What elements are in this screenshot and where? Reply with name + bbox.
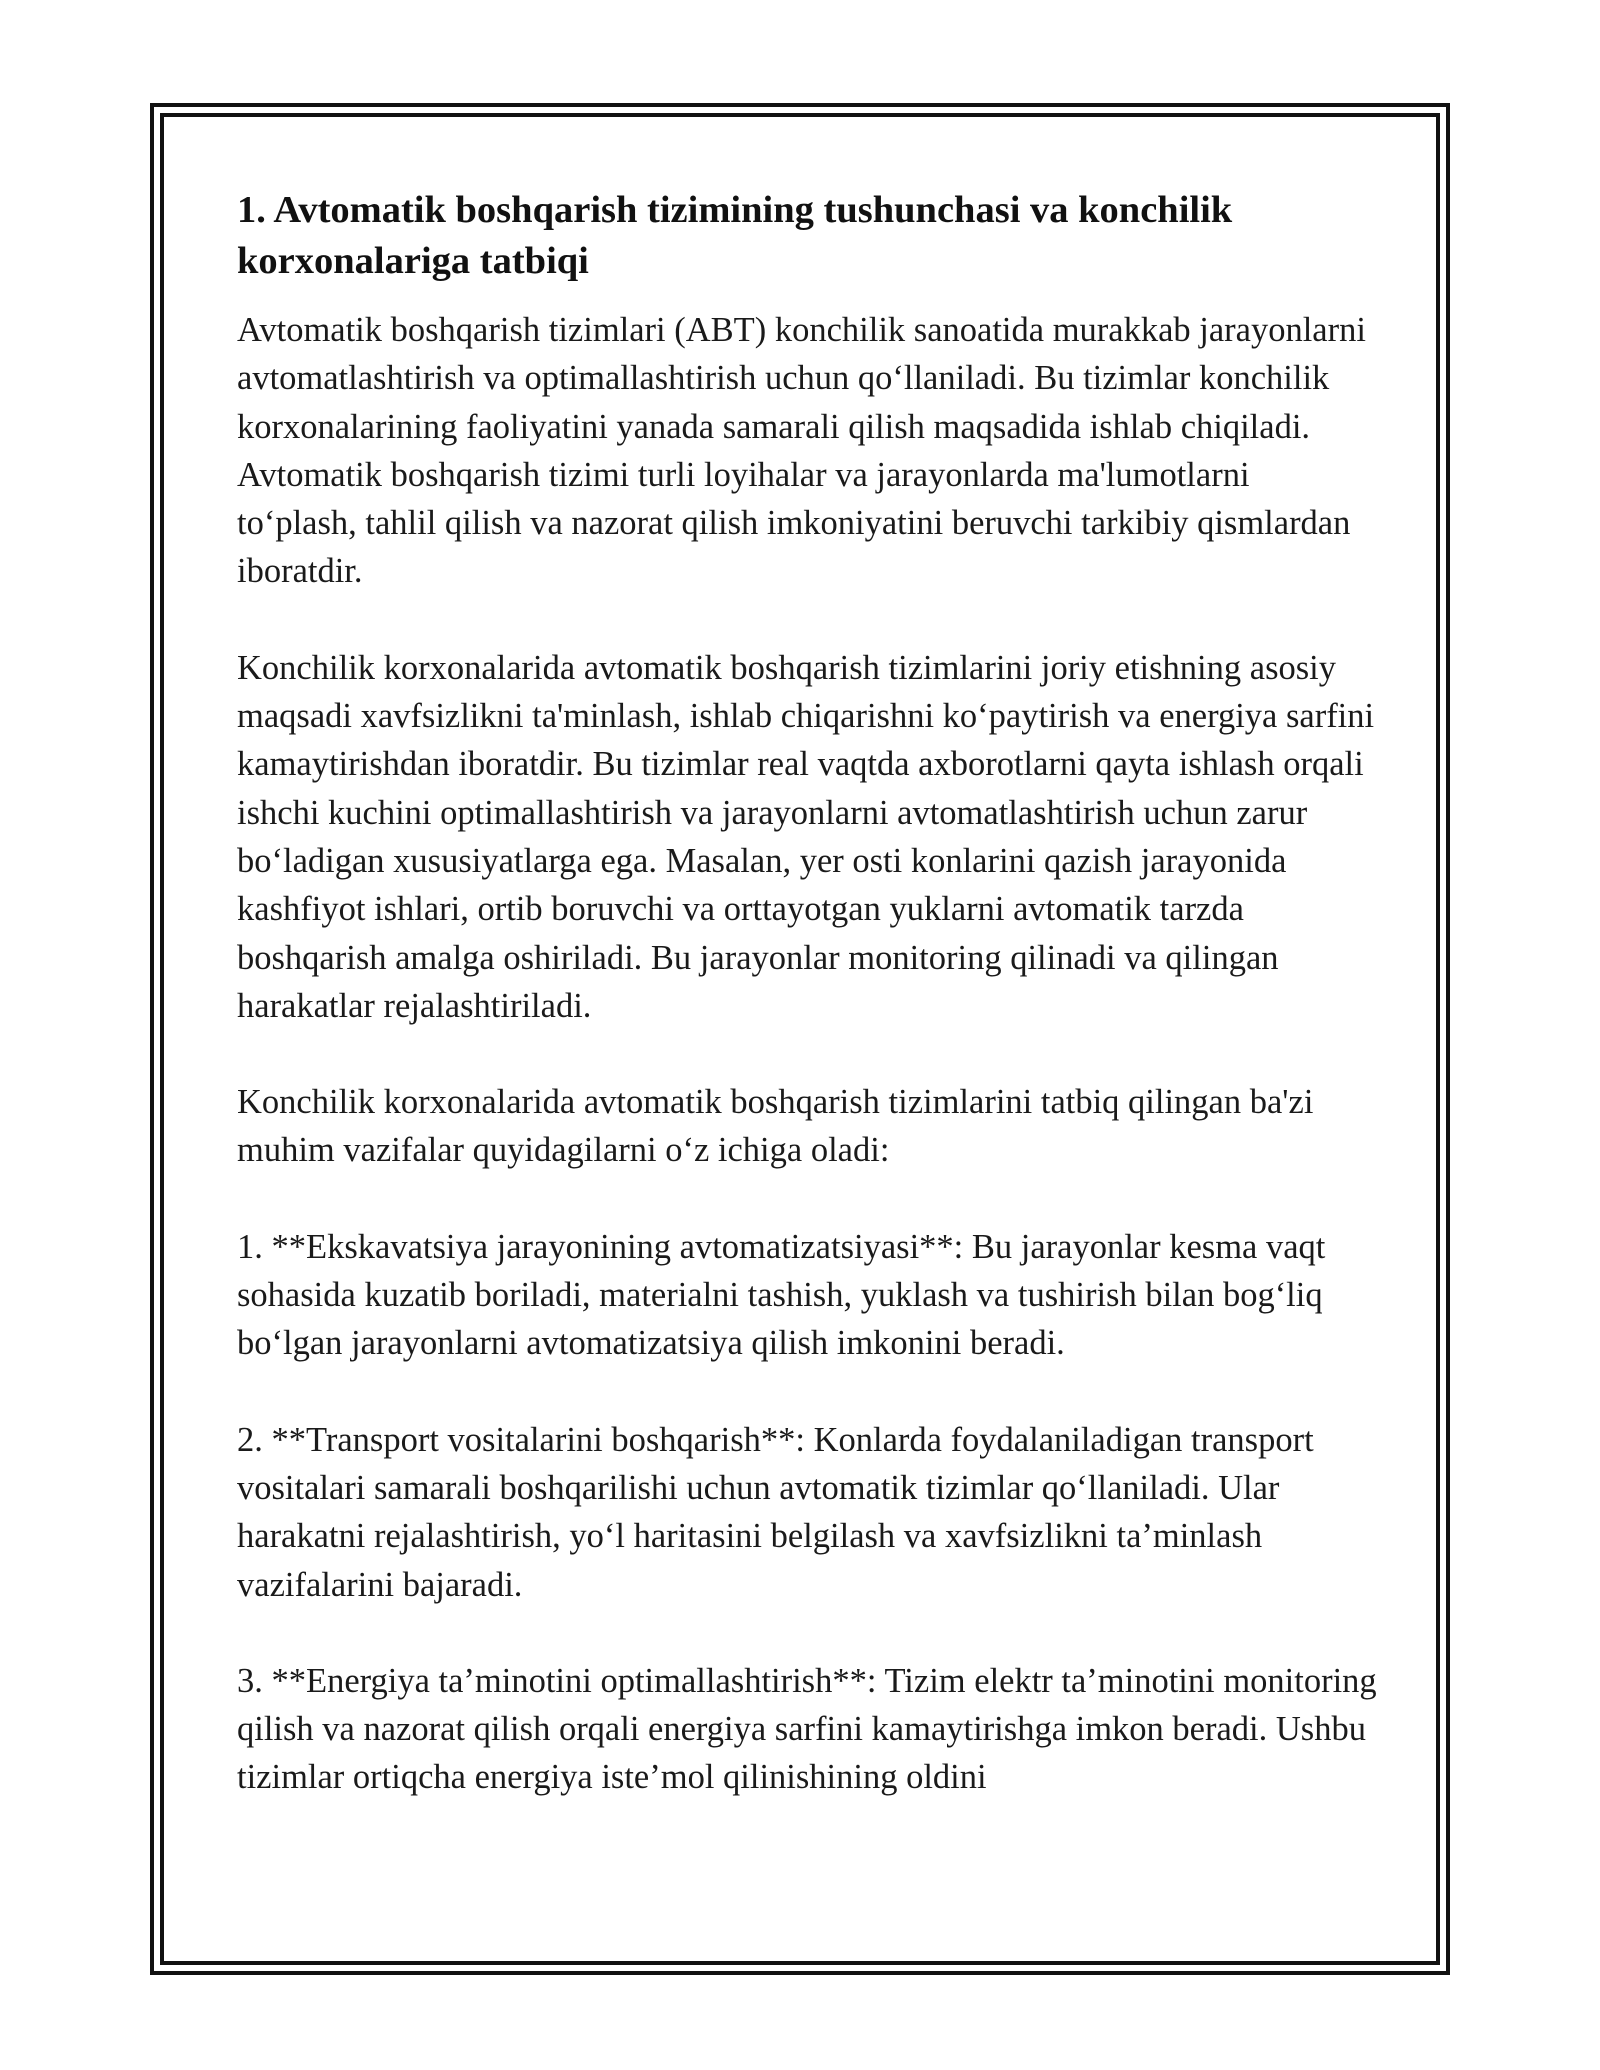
section-heading: 1. Avtomatik boshqarish tizimining tushunchasi va konchilik korxonalariga tatbiqi xyxy=(237,189,1233,282)
document-body xyxy=(237,185,1377,1802)
list-item-transport: 2. **Transport vositalarini boshqarish**: Konlarda foydalaniladigan transport vositalari samarali boshqarilishi uchun avtomatik tizimlar qo‘llaniladi. Ular harakatni rejalashtirish, yo‘l haritasini belgilash va xavfsizlikni ta’minlash vazifalarini bajaradi. xyxy=(237,1420,1314,1604)
list-item-energy: 3. **Energiya ta’minotini optimallashtirish**: Tizim elektr ta’minotini monitoring qilish va nazorat qilish orqali energiya sarfini kamaytirishga imkon beradi. Ushbu tizimlar ortiqcha energiya iste’mol qilinishining oldini xyxy=(237,1661,1377,1797)
paragraph-intro: Avtomatik boshqarish tizimlari (ABT) konchilik sanoatida murakkab jarayonlarni avtomatlashtirish va optimallashtirish uchun qo‘llaniladi. Bu tizimlar konchilik korxonalarining faoliyatini yanada samarali qilish maqsadida ishlab chiqiladi. Avtomatik boshqarish tizimi turli loyihalar va jarayonlarda ma'lumotlarni to‘plash, tahlil qilish va nazorat qilish imkoniyatini beruvchi tarkibiy qismlardan iboratdir. xyxy=(237,311,1366,591)
paragraph-goals: Konchilik korxonalarida avtomatik boshqarish tizimlarini joriy etishning asosiy maqsadi xavfsizlikni ta'minlash, ishlab chiqarishni ko‘paytirish va energiya sarfini kamaytirishdan iboratdir. Bu tizimlar real vaqtda axborotlarni qayta ishlash orqali ishchi kuchini optimallashtirish va jarayonlarni avtomatlashtirish uchun zarur bo‘ladigan xususiyatlarga ega. Masalan, yer osti konlarini qazish jarayonida kashfiyot ishlari, ortib boruvchi va orttayotgan yuklarni avtomatik tarzda boshqarish amalga oshiriladi. Bu jarayonlar monitoring qilinadi va qilingan harakatlar rejalashtiriladi. xyxy=(237,648,1375,1025)
paragraph-tasks-intro: Konchilik korxonalarida avtomatik boshqarish tizimlarini tatbiq qilingan ba'zi muhim vazifalar quyidagilarni o‘z ichiga oladi: xyxy=(237,1083,1314,1170)
list-item-excavation: 1. **Ekskavatsiya jarayonining avtomatizatsiyasi**: Bu jarayonlar kesma vaqt sohasida kuzatib boriladi, materialni tashish, yuklash va tushirish bilan bog‘liq bo‘lgan jarayonlarni avtomatizatsiya qilish imkonini beradi. xyxy=(237,1227,1326,1363)
